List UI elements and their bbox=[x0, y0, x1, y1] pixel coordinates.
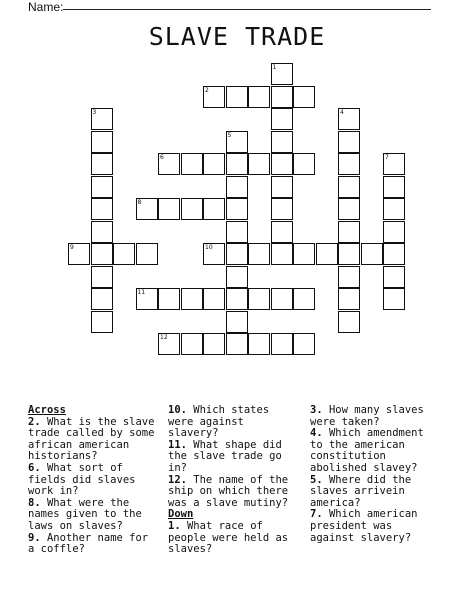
grid-number: 11 bbox=[137, 289, 146, 296]
grid-cell[interactable] bbox=[248, 333, 270, 355]
grid-cell[interactable] bbox=[338, 176, 360, 198]
grid-cell[interactable] bbox=[338, 311, 360, 333]
grid-cell[interactable] bbox=[271, 221, 293, 243]
grid-number: 3 bbox=[92, 109, 97, 116]
grid-number: 4 bbox=[340, 109, 344, 116]
clue-across-6: 6. What sort of fields did slaves work in? bbox=[28, 461, 136, 498]
down-heading: Down bbox=[168, 508, 194, 521]
grid-cell[interactable] bbox=[181, 288, 203, 310]
grid-cell[interactable] bbox=[91, 266, 113, 288]
grid-cell[interactable] bbox=[91, 176, 113, 198]
grid-cell[interactable] bbox=[226, 198, 248, 220]
grid-number: 12 bbox=[160, 334, 168, 341]
grid-cell[interactable] bbox=[181, 333, 203, 355]
clue-column-3 bbox=[310, 405, 440, 544]
grid-cell[interactable] bbox=[271, 288, 293, 310]
grid-cell[interactable] bbox=[248, 243, 270, 265]
grid-cell[interactable] bbox=[226, 288, 248, 310]
grid-number: 6 bbox=[160, 154, 164, 161]
page-title: SLAVE TRADE bbox=[148, 22, 326, 51]
grid-number: 7 bbox=[385, 154, 389, 161]
grid-number: 2 bbox=[205, 86, 209, 94]
grid-cell[interactable] bbox=[136, 243, 158, 265]
grid-cell[interactable] bbox=[271, 108, 293, 130]
grid-cell[interactable] bbox=[383, 288, 405, 310]
grid-cell[interactable] bbox=[158, 288, 180, 310]
grid-cell[interactable] bbox=[383, 266, 405, 288]
clue-down-1: 1. What race of people were held as slaves? bbox=[168, 519, 289, 556]
grid-cell[interactable] bbox=[248, 288, 270, 310]
clue-across-11: 11. What shape did the slave trade go in? bbox=[168, 438, 282, 474]
grid-cell[interactable] bbox=[91, 288, 113, 310]
grid-cell[interactable] bbox=[338, 153, 360, 175]
grid-cell[interactable] bbox=[271, 131, 293, 153]
grid-cell[interactable] bbox=[226, 266, 248, 288]
grid-cell[interactable] bbox=[383, 198, 405, 220]
grid-cell[interactable] bbox=[91, 221, 113, 243]
clue-column-2 bbox=[168, 405, 298, 556]
grid-cell[interactable] bbox=[226, 311, 248, 333]
grid-cell[interactable] bbox=[293, 243, 315, 265]
clue-down-4: 4. Which amendment to the american constitution abolished slavey? bbox=[310, 427, 424, 474]
grid-number: 10 bbox=[205, 244, 213, 251]
grid-cell[interactable] bbox=[293, 288, 315, 310]
grid-cell[interactable] bbox=[113, 243, 135, 265]
grid-cell[interactable] bbox=[203, 333, 225, 355]
grid-cell[interactable] bbox=[293, 333, 315, 355]
grid-cell[interactable] bbox=[338, 266, 360, 288]
grid-cell[interactable] bbox=[271, 86, 293, 108]
clue-across-10: 10. Which states were against slavery? bbox=[168, 404, 270, 440]
clue-across-9: 9. Another name for a coffle? bbox=[28, 531, 149, 556]
clue-down-7: 7. Which american president was against slavery? bbox=[310, 508, 418, 544]
grid-cell[interactable] bbox=[338, 221, 360, 243]
name-label: Name: bbox=[28, 0, 64, 14]
grid-cell[interactable] bbox=[248, 86, 270, 108]
clue-down-3: 3. How many slaves were taken? bbox=[310, 404, 424, 428]
grid-cell[interactable] bbox=[226, 176, 248, 198]
grid-cell[interactable] bbox=[158, 198, 180, 220]
grid-cell[interactable] bbox=[338, 288, 360, 310]
grid-cell[interactable] bbox=[91, 311, 113, 333]
grid-cell[interactable] bbox=[226, 243, 248, 265]
grid-cell[interactable] bbox=[91, 153, 113, 175]
grid-cell[interactable] bbox=[91, 198, 113, 220]
grid-cell[interactable] bbox=[181, 153, 203, 175]
grid-cell[interactable] bbox=[338, 131, 360, 153]
clue-across-8: 8. What were the names given to the laws on slaves? bbox=[28, 496, 142, 532]
grid-cell[interactable] bbox=[181, 198, 203, 220]
grid-cell[interactable] bbox=[271, 333, 293, 355]
grid-cell[interactable] bbox=[91, 243, 113, 265]
grid-cell[interactable] bbox=[91, 131, 113, 153]
grid-cell[interactable] bbox=[338, 243, 360, 265]
grid-cell[interactable] bbox=[383, 243, 405, 265]
grid-cell[interactable] bbox=[248, 153, 270, 175]
grid-cell[interactable] bbox=[203, 288, 225, 310]
grid-cell[interactable] bbox=[226, 221, 248, 243]
grid-cell[interactable] bbox=[226, 153, 248, 175]
clue-across-2: 2. What is the slave trade called by some african american historians? bbox=[28, 415, 155, 463]
grid-cell[interactable] bbox=[226, 333, 248, 355]
grid-cell[interactable] bbox=[226, 86, 248, 108]
grid-number: 9 bbox=[70, 244, 74, 251]
grid-cell[interactable] bbox=[293, 153, 315, 175]
grid-cell[interactable] bbox=[361, 243, 383, 265]
across-heading: Across bbox=[28, 404, 66, 416]
grid-cell[interactable] bbox=[338, 198, 360, 220]
grid-cell[interactable] bbox=[383, 221, 405, 243]
grid-number: 8 bbox=[137, 199, 142, 206]
grid-cell[interactable] bbox=[383, 176, 405, 198]
grid-cell[interactable] bbox=[271, 153, 293, 175]
clue-column-1 bbox=[28, 405, 160, 556]
clue-across-12: 12. The name of the ship on which there was a slave mutiny? bbox=[168, 473, 289, 509]
grid-number: 5 bbox=[227, 131, 232, 139]
grid-cell[interactable] bbox=[203, 198, 225, 220]
grid-number: 1 bbox=[272, 64, 277, 71]
grid-cell[interactable] bbox=[203, 153, 225, 175]
clue-down-5: 5. Where did the slaves arrivein america? bbox=[310, 473, 412, 509]
grid-cell[interactable] bbox=[271, 176, 293, 198]
grid-cell[interactable] bbox=[271, 243, 293, 265]
grid-cell[interactable] bbox=[271, 198, 293, 220]
grid-cell[interactable] bbox=[316, 243, 338, 265]
grid-cell[interactable] bbox=[293, 86, 315, 108]
